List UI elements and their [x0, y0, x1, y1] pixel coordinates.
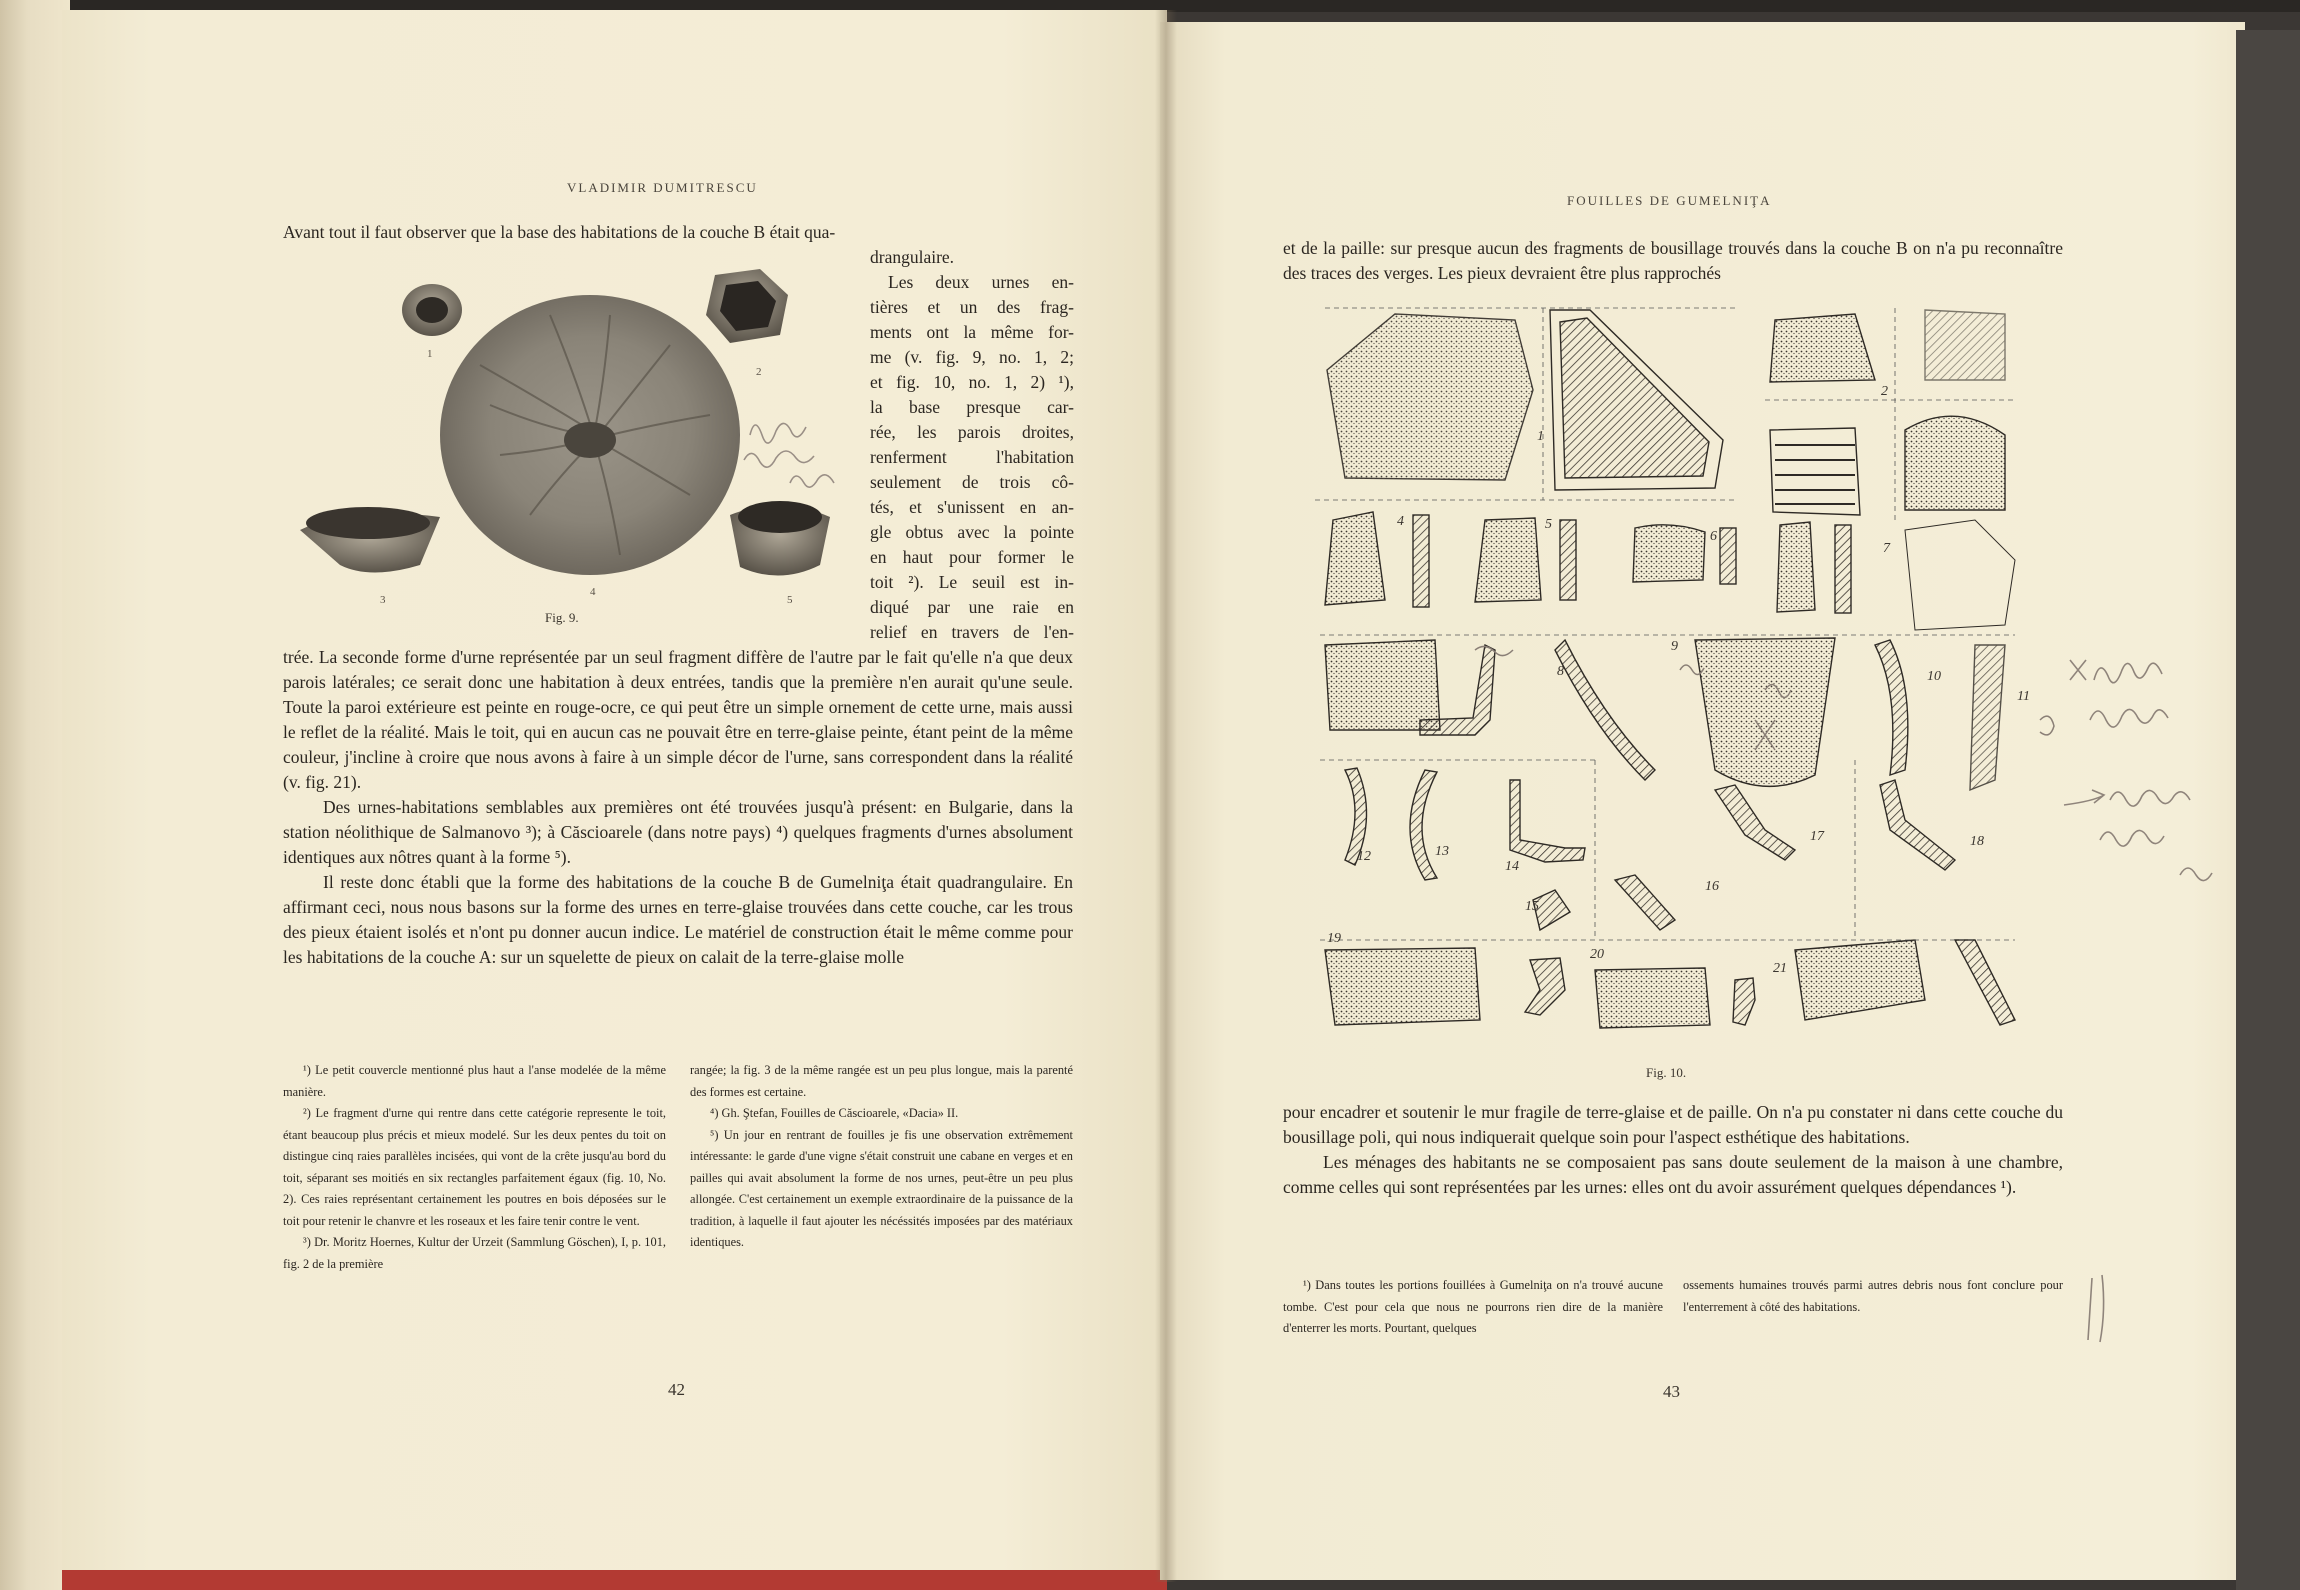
wrap-line: et fig. 10, no. 1, 2) ¹), [870, 372, 1074, 392]
figure-10-caption: Fig. 10. [1646, 1065, 1687, 1080]
left-paragraph-2: Des urnes-habitations semblables aux premières ont été trouvées jusqu'à présent: en Bulgarie, dans la station néolithique de Salmanovo ³); à Căscioarele (dans notre pays) ⁴) quelques fragments d'urnes absolument identiques aux nôtres quant à la forme ⁵). [283, 797, 1073, 867]
fig10-num-8: 8 [1557, 664, 1564, 679]
left-footnotes-col-1 [283, 1060, 666, 1275]
sherd-19 [1325, 948, 1480, 1025]
book-cover-edge [2236, 30, 2300, 1590]
sherd-1 [1327, 314, 1533, 480]
fig10-num-4: 4 [1397, 514, 1404, 529]
sherd-9 [1555, 640, 1655, 780]
fig10-num-7: 7 [1883, 541, 1890, 556]
wrap-line: toit ²). Le seuil est in- [870, 572, 1074, 592]
sherd-11 [1970, 645, 2005, 790]
footnote-3-cont: rangée; la fig. 3 de la même rangée est un peu plus longue, mais la parenté des formes est certaine. [690, 1063, 1073, 1099]
sherd-4 [1325, 512, 1385, 605]
right-paragraph-1: pour encadrer et soutenir le mur fragile de terre-glaise et de paille. On n'a pu constater ni dans cette couche du bousillage poli, qui nous indiquerait quelque soin pour l'aspect esthétique des habitations. [1283, 1102, 2063, 1147]
wrap-line: renferment l'habitation [870, 447, 1074, 467]
footnote-1: ¹) Dans toutes les portions fouillées à Gumelniţa on n'a trouvé aucune tombe. C'est pour cela que nous ne pourrons rien dire de la manière d'enterrer les morts. Pourtant, quelques [1283, 1278, 1663, 1335]
wrap-line: en haut pour former le [870, 547, 1074, 567]
left-paragraph-1: trée. La seconde forme d'urne représentée par un seul fragment diffère de l'autre par le fait qu'elle n'a que deux parois latérales; ce serait donc une habitation à deux entrées, tandis que la première n'en aurait qu'une seule. Toute la paroi extérieure est peinte en rouge-ocre, ce qui peut être un simple ornement de cette urne, mais aussi le reflet de la réalité. Mais le toit, qui en aucun cas ne pouvait être en terre-glaise peinte, étant peint de la même couleur, j'incline à croire que nous avons à faire à un simple décor de l'urne, sans correspondent dans la réalité (v. fig. 21). [283, 647, 1073, 792]
sherd-5 [1475, 518, 1541, 602]
left-footnotes-col-2 [690, 1060, 1073, 1254]
sherd-2c [1770, 428, 1860, 515]
left-body-text [283, 645, 1073, 970]
left-intro-line: Avant tout il faut observer que la base des habitations de la couche B était qua- [283, 222, 836, 242]
footnote-3: ³) Dr. Moritz Hoernes, Kultur der Urzeit (Sammlung Göschen), I, p. 101, fig. 2 de la première [283, 1235, 666, 1271]
left-paragraph-3: Il reste donc établi que la forme des habitations de la couche B de Gumelniţa était quadrangulaire. En affirmant ceci, nous nous basons sur la forme des urnes en terre-glaise trouvées dans cette couche, car les trous des pieux étaient isolés et n'ont pu donner aucun indice. Le matériel de construction était le même comme pour les habitations de la couche A: sur un squelette de pieux on calait de la terre-glaise molle [283, 872, 1073, 967]
book-spine-red-edge [62, 1570, 1167, 1590]
wrap-line: tés, et s'unissent en an- [870, 497, 1074, 517]
handwritten-note-fig9 [740, 405, 860, 495]
sherd-2b [1925, 310, 2005, 380]
sherd-8 [1325, 640, 1440, 730]
wrap-line: ments ont la même for- [870, 322, 1074, 342]
fig10-num-2: 2 [1881, 384, 1888, 399]
sherd-20 [1595, 968, 1710, 1028]
sherd-7b [1905, 520, 2015, 630]
wrap-line: seulement de trois cô- [870, 472, 1074, 492]
figure-9-caption: Fig. 9. [545, 610, 579, 625]
footnote-1-cont: ossements humaines trouvés parmi autres debris nous font conclure pour l'enterrement à côté des habitations. [1683, 1278, 2063, 1314]
fig10-num-19: 19 [1327, 931, 1341, 946]
footnote-2: ²) Le fragment d'urne qui rentre dans cette catégorie represente le toit, étant beaucoup plus précis et mieux modelé. Sur les deux pentes du toit on distingue cinq raies parallèles incisées, qui vont de la crête jusqu'au bord du toit, séparant ses moitiés en six rectangles parfaitement égaux (fig. 10, No. 2). Ces raies représentant certainement les poutres en bois déposées sur le toit pour retenir le chanvre et les roseaux et les faire tenir contre le vent. [283, 1106, 666, 1228]
fig10-num-6: 6 [1710, 529, 1717, 544]
handwritten-mark-footnote [2080, 1270, 2120, 1350]
figure-10-drawings [1315, 300, 2065, 1060]
fig10-num-11: 11 [2017, 689, 2030, 704]
handwritten-note-right-margin [2060, 640, 2235, 890]
footnote-5: ⁵) Un jour en rentrant de fouilles je fis une observation extrêmement intéressante: le garde d'une vigne s'était construit une cabane en verges et en pailles qui avait absolument la forme de nos urnes, peut-être un peu plus allongée. C'est certainement un exemple extraordinaire de la puissance de la tradition, à laquelle il faut ajouter les nécéssités imposées par des matériaux identiques. [690, 1127, 1073, 1249]
left-wrap-column [870, 245, 1074, 645]
sherd-6 [1633, 525, 1705, 582]
footnote-4: ⁴) Gh. Ştefan, Fouilles de Căscioarele, «Dacia» II. [710, 1106, 959, 1120]
fig10-num-5: 5 [1545, 517, 1552, 532]
fig10-num-1: 1 [1537, 429, 1544, 444]
footnote-1: ¹) Le petit couvercle mentionné plus haut a l'anse modelée de la même manière. [283, 1063, 666, 1099]
sherd-2a [1770, 314, 1875, 382]
fig9-num-1: 1 [427, 348, 433, 360]
wrap-line: tières et un des frag- [870, 297, 1074, 317]
right-running-head: FOUILLES DE GUMELNIŢA [1567, 193, 1772, 208]
fig9-num-2: 2 [756, 366, 762, 378]
right-footnote-col-1 [1283, 1275, 1663, 1340]
sherd-3 [1905, 416, 2005, 510]
wrap-line: me (v. fig. 9, no. 1, 2; [870, 347, 1074, 367]
fig9-num-4: 4 [590, 586, 596, 598]
fig10-num-10: 10 [1927, 669, 1941, 684]
fig10-num-21: 21 [1773, 961, 1787, 976]
wrap-line: relief en travers de l'en- [870, 622, 1074, 642]
wrap-line: gle obtus avec la pointe [870, 522, 1074, 542]
fig10-num-15: 15 [1525, 899, 1539, 914]
sherd-13 [1410, 770, 1437, 880]
sherd-21 [1795, 940, 1925, 1020]
right-footnote-col-2 [1683, 1275, 2063, 1318]
book-page-edges [0, 0, 70, 1590]
fig10-num-16: 16 [1705, 879, 1719, 894]
right-paragraph-2: Les ménages des habitants ne se composaient pas sans doute seulement de la maison à une chambre, comme celles qui sont représentées par les urnes: elles ont du avoir assurément quelques dépendances ¹). [1283, 1152, 2063, 1197]
fig10-num-9: 9 [1671, 639, 1678, 654]
right-body-text [1283, 1100, 2063, 1200]
sherd-18 [1880, 780, 1955, 870]
left-running-head: VLADIMIR DUMITRESCU [567, 180, 758, 195]
fig10-num-13: 13 [1435, 844, 1449, 859]
fig10-num-12: 12 [1357, 849, 1371, 864]
right-page-number: 43 [1663, 1382, 1680, 1401]
sherd-10 [1695, 638, 1835, 786]
sherd-16 [1615, 875, 1675, 930]
fig10-num-18: 18 [1970, 834, 1984, 849]
fig10-num-14: 14 [1505, 859, 1519, 874]
wrap-line: la base presque car- [870, 397, 1074, 417]
fig9-num-5: 5 [787, 594, 793, 606]
wrap-line: diqué par une raie en [870, 597, 1074, 617]
right-top-text: et de la paille: sur presque aucun des fragments de bousillage trouvés dans la couche B on n'a pu reconnaître des traces des verges. Les pieux devraient être plus rapprochés [1283, 238, 2063, 283]
sherd-10-section [1875, 640, 1908, 775]
sherd-14 [1510, 780, 1585, 862]
sherd-7 [1777, 522, 1815, 612]
book-gutter [1155, 10, 1177, 1582]
wrap-line: drangulaire. [870, 247, 955, 267]
fig10-num-17: 17 [1810, 829, 1824, 844]
fig10-num-20: 20 [1590, 947, 1604, 962]
wrap-line: Les deux urnes en- [888, 272, 1074, 292]
left-page-number: 42 [668, 1380, 685, 1399]
sherd-17 [1715, 785, 1795, 860]
wrap-line: rée, les parois droites, [870, 422, 1074, 442]
fig9-num-3: 3 [380, 594, 386, 606]
